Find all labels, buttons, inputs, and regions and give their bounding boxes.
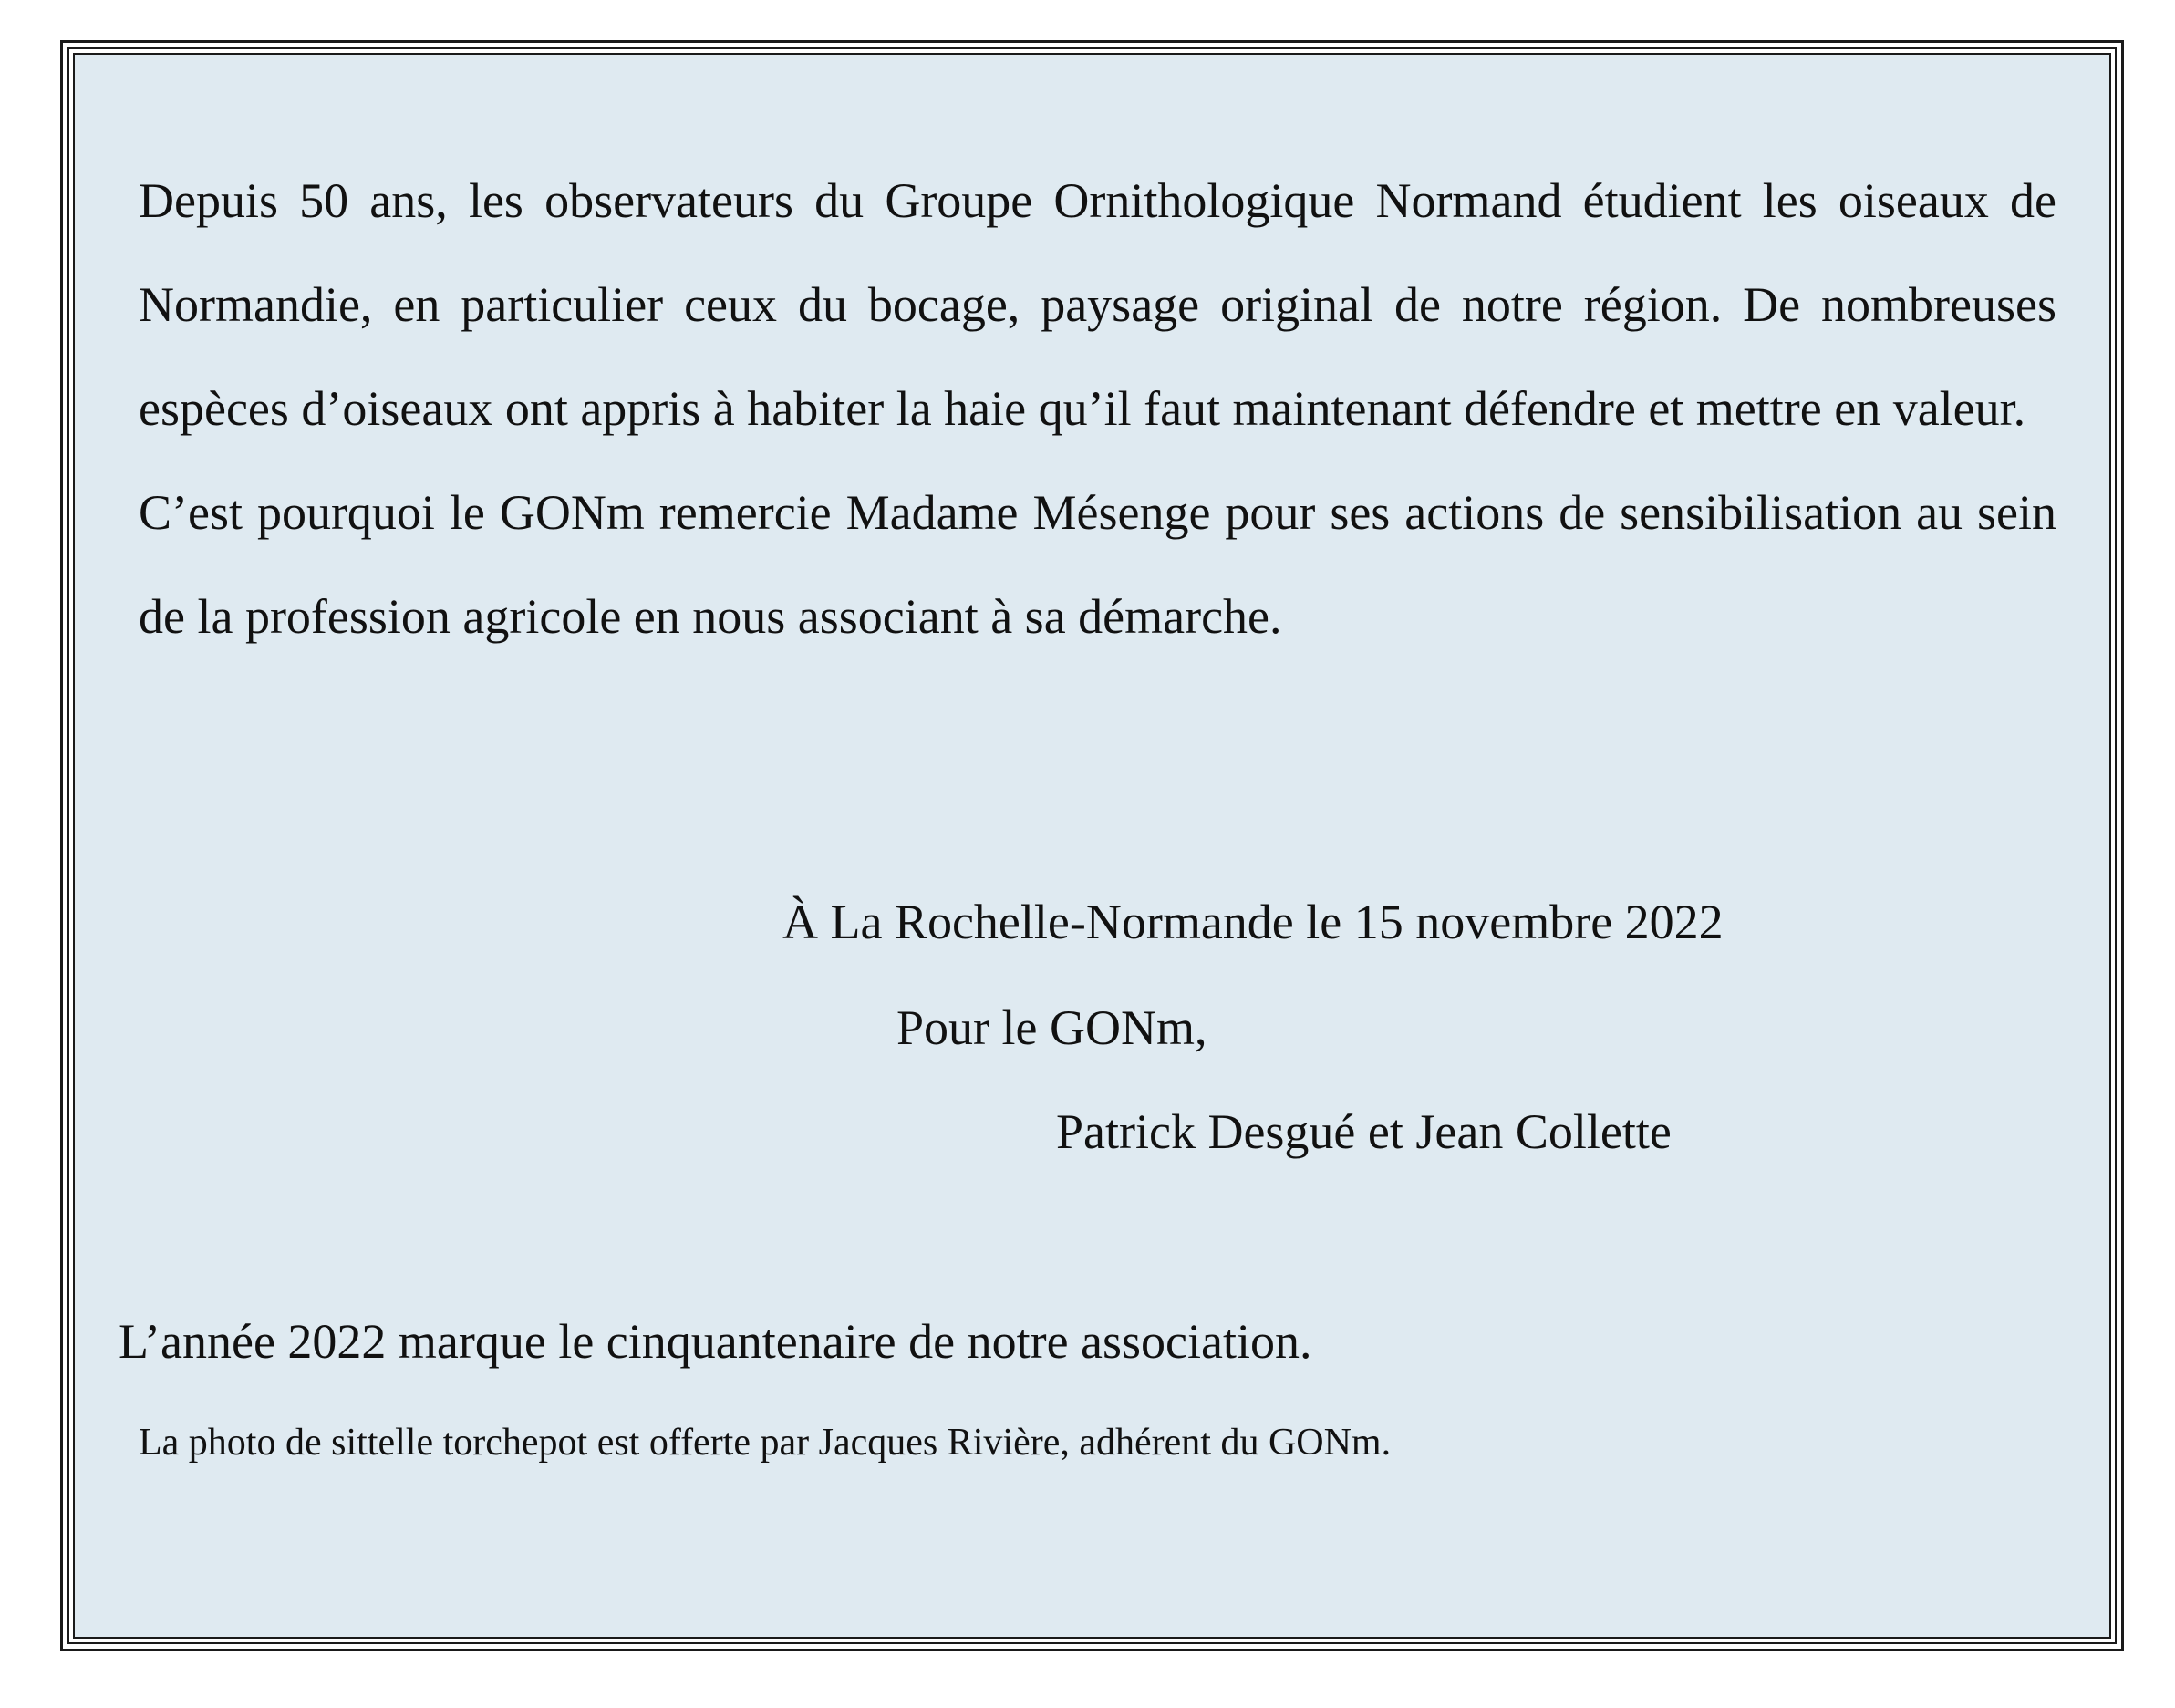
signature-names: Patrick Desgué et Jean Collette [1056, 1104, 1672, 1159]
letter-paragraph-2: C’est pourquoi le GONm remercie Madame Mésenge pour ses actions de sensibilisation au sein de la profession agricole en nous associant à sa démarche. [139, 485, 2056, 644]
signature-place-date: À La Rochelle-Normande le 15 novembre 2022 [782, 895, 1724, 949]
anniversary-note: L’année 2022 marque le cinquantenaire de notre association. [119, 1314, 1312, 1369]
signature-organization: Pour le GONm, [896, 1000, 1207, 1055]
photo-credit: La photo de sittelle torchepot est offerte par Jacques Rivière, adhérent du GONm. [139, 1422, 1392, 1464]
letter-paragraph-1: Depuis 50 ans, les observateurs du Groupe Ornithologique Normand étudient les oiseaux de Normandie, en particulier ceux du bocage, paysage original de notre région. De nombreuses espèces d’oiseaux ont appris à habiter la haie qu’il faut maintenant défendre et mettre en valeur. [139, 173, 2056, 436]
letter-body [139, 149, 2056, 668]
